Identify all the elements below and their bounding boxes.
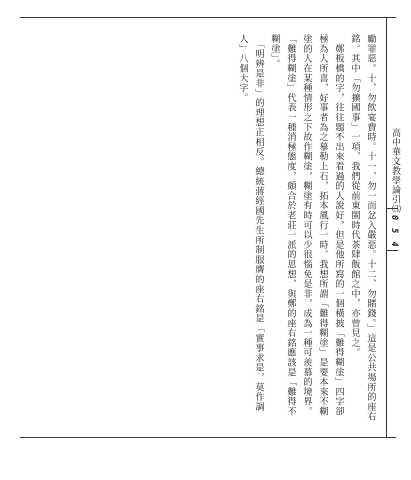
- running-header-title: 高中華文教學論引⑶: [390, 128, 400, 214]
- margin-border-line: [386, 17, 387, 437]
- page-number-rule-bottom: [386, 250, 398, 251]
- page-number-rule-top: [386, 208, 398, 209]
- body-text: 勵罪惡。十、勿飲宴費時。十一、勿一而忿入嚴惡。十二、勿賭錢。」這是公共場所的座右銘。其中「勿擴國事」一項，我們從前東閩時代茶肆飯館之中，亦曾見之。 鄭板橋的字，往往題不出來看過的人說好，但是他所寫的一個橫披「難得糊塗」四字卻極為人所喜，好事者為之摹勒上石，拓本風行一時。我想所謂「難得糊塗」是要本來不糊塗的人在某種情形之下故作糊塗，糊塗有時可以少很惱免是非，成為一種可羨慕的境界。「難得糊塗」代表一種消極態度，頗合於老莊一派的思想，與鄭的座右銘應該是「難得不糊塗」。 「明辨是非」的理想正相反。總統蔣經國先生所制服膺的座右銘是「實事求是，莫作調人」八個大字。: [237, 34, 376, 422]
- top-border-line: [20, 17, 396, 18]
- page-number: 0 5 4: [389, 215, 399, 249]
- bottom-border-line: [20, 437, 396, 438]
